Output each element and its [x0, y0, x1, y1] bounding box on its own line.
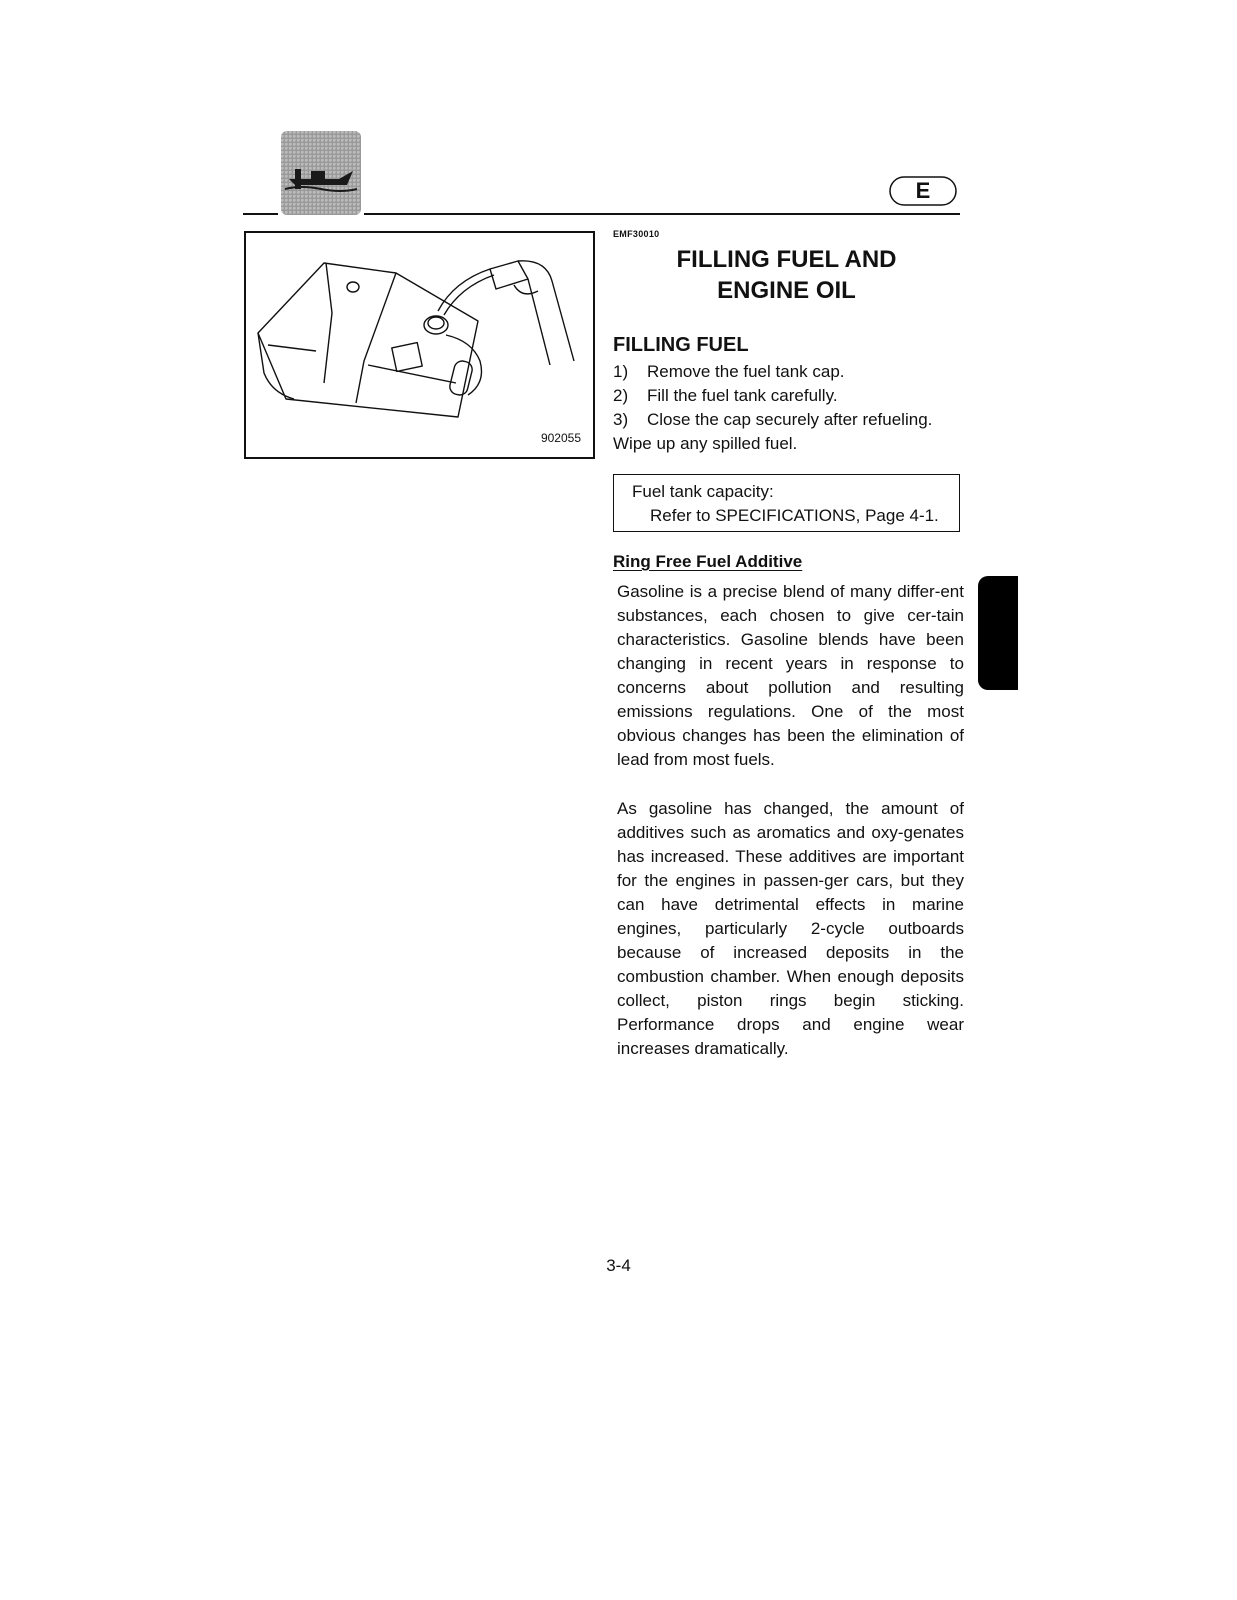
capacity-value: Refer to SPECIFICATIONS, Page 4-1. [650, 506, 939, 525]
step-number: 2) [613, 386, 629, 405]
step-item [613, 408, 973, 432]
section-heading: FILLING FUEL [613, 334, 749, 356]
step-continuation: Wipe up any spilled fuel. [613, 434, 798, 453]
header-rule-left [243, 213, 278, 215]
capacity-box [613, 474, 960, 532]
header-rule-right [364, 213, 960, 215]
step-number: 1) [613, 362, 629, 381]
step-number: 3) [613, 410, 629, 429]
language-badge [888, 175, 958, 207]
additive-heading: Ring Free Fuel Additive [613, 552, 803, 571]
step-text: Remove the fuel tank cap. [647, 362, 845, 381]
chapter-tab [978, 576, 1018, 690]
figure-code: 902055 [540, 431, 581, 445]
fuel-tank-refueling-illustration [246, 233, 593, 457]
step-item [613, 360, 973, 384]
language-letter: E [915, 178, 931, 203]
additive-paragraph-1: Gasoline is a precise blend of many differ-ent substances, each chosen to give cer-tain characteristics. Gasoline blends have been changing in recent years in response to concerns about pollution and resulting emissions regulations. One of the most obvious changes has been the elimination of lead from most fuels. [617, 582, 964, 769]
step-text: Close the cap securely after refueling. [647, 410, 933, 429]
fuel-tank-figure [244, 231, 595, 459]
step-item [613, 384, 973, 408]
title-line-1: FILLING FUEL AND [676, 246, 897, 273]
page-title [613, 244, 960, 306]
step-text: Fill the fuel tank carefully. [647, 386, 838, 405]
page-number: 3-4 [606, 1256, 631, 1275]
outboard-boat-icon [281, 131, 361, 215]
title-line-2: ENGINE OIL [717, 277, 856, 304]
document-code: EMF30010 [613, 229, 660, 239]
additive-paragraph-2: As gasoline has changed, the amount of additives such as aromatics and oxy-genates has increased. These additives are important for the engines in passen-ger cars, but they can have detrimental effects in marine engines, particularly 2-cycle outboards because of increased deposits in the combustion chamber. When enough deposits collect, piston rings begin sticking. Performance drops and engine wear increases dramatically. [617, 799, 964, 1058]
capacity-label: Fuel tank capacity: [632, 482, 774, 501]
steps-list [613, 360, 973, 456]
